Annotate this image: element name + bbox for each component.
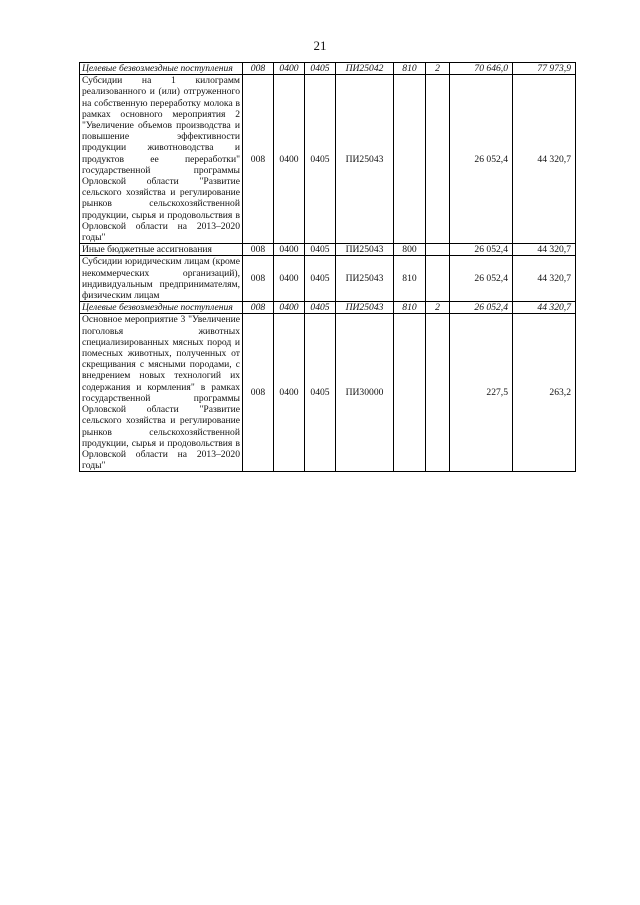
code	[426, 244, 450, 256]
amount-1: 26 052,4	[450, 244, 513, 256]
table-row	[80, 256, 576, 302]
target-code: ПИ25043	[336, 256, 394, 302]
subsection-code: 0405	[305, 75, 336, 244]
amount-2: 263,2	[513, 314, 576, 472]
section-code: 0400	[274, 75, 305, 244]
table-row	[80, 314, 576, 472]
amount-2: 77 973,9	[513, 63, 576, 75]
table-row	[80, 244, 576, 256]
target-code: ПИ25042	[336, 63, 394, 75]
ministry-code: 008	[243, 63, 274, 75]
expense-type-code: 800	[394, 244, 426, 256]
section-code: 0400	[274, 63, 305, 75]
amount-1: 227,5	[450, 314, 513, 472]
subsection-code: 0405	[305, 302, 336, 314]
code: 2	[426, 63, 450, 75]
expense-type-code: 810	[394, 302, 426, 314]
row-name: Целевые безвозмездные поступления	[80, 63, 243, 75]
subsection-code: 0405	[305, 256, 336, 302]
subsection-code: 0405	[305, 244, 336, 256]
ministry-code: 008	[243, 244, 274, 256]
target-code: ПИ30000	[336, 314, 394, 472]
amount-1: 26 052,4	[450, 256, 513, 302]
code	[426, 75, 450, 244]
target-code: ПИ25043	[336, 244, 394, 256]
budget-table	[79, 62, 576, 472]
section-code: 0400	[274, 302, 305, 314]
row-name: Целевые безвозмездные поступления	[80, 302, 243, 314]
subsection-code: 0405	[305, 314, 336, 472]
expense-type-code: 810	[394, 256, 426, 302]
table-row	[80, 63, 576, 75]
table-row	[80, 75, 576, 244]
code	[426, 314, 450, 472]
code: 2	[426, 302, 450, 314]
ministry-code: 008	[243, 256, 274, 302]
expense-type-code	[394, 314, 426, 472]
section-code: 0400	[274, 314, 305, 472]
amount-2: 44 320,7	[513, 302, 576, 314]
expense-type-code: 810	[394, 63, 426, 75]
ministry-code: 008	[243, 75, 274, 244]
row-name: Субсидии на 1 килограмм реализованного и (или) отгруженного на собственную переработку молока в рамках основного мероприятия 2 "Увеличение объемов производства и повышение эффективности продукции животноводства и продуктов ее переработки" государственной программы Орловской области "Развитие сельского хозяйства и регулирование рынков сельскохозяйственной продукции, сырья и продовольствия в Орловской области на 2013–2020 годы"	[80, 75, 243, 244]
page-number: 21	[313, 38, 327, 53]
expense-type-code	[394, 75, 426, 244]
subsection-code: 0405	[305, 63, 336, 75]
amount-2: 44 320,7	[513, 244, 576, 256]
amount-1: 26 052,4	[450, 302, 513, 314]
amount-2: 44 320,7	[513, 75, 576, 244]
code	[426, 256, 450, 302]
target-code: ПИ25043	[336, 75, 394, 244]
amount-2: 44 320,7	[513, 256, 576, 302]
amount-1: 26 052,4	[450, 75, 513, 244]
target-code: ПИ25043	[336, 302, 394, 314]
row-name: Субсидии юридическим лицам (кроме некоммерческих организаций), индивидуальным предпринимателям, физическим лицам	[80, 256, 243, 302]
table-row	[80, 302, 576, 314]
section-code: 0400	[274, 244, 305, 256]
section-code: 0400	[274, 256, 305, 302]
ministry-code: 008	[243, 302, 274, 314]
row-name: Иные бюджетные ассигнования	[80, 244, 243, 256]
row-name: Основное мероприятие 3 "Увеличение поголовья животных специализированных мясных пород и помесных животных, полученных от скрещивания с мясными породами, с внедрением новых технологий их содержания и кормления" в рамках государственной программы Орловской области "Развитие сельского хозяйства и регулирование рынков сельскохозяйственной продукции, сырья и продовольствия в Орловской области на 2013–2020 годы"	[80, 314, 243, 472]
ministry-code: 008	[243, 314, 274, 472]
amount-1: 70 646,0	[450, 63, 513, 75]
